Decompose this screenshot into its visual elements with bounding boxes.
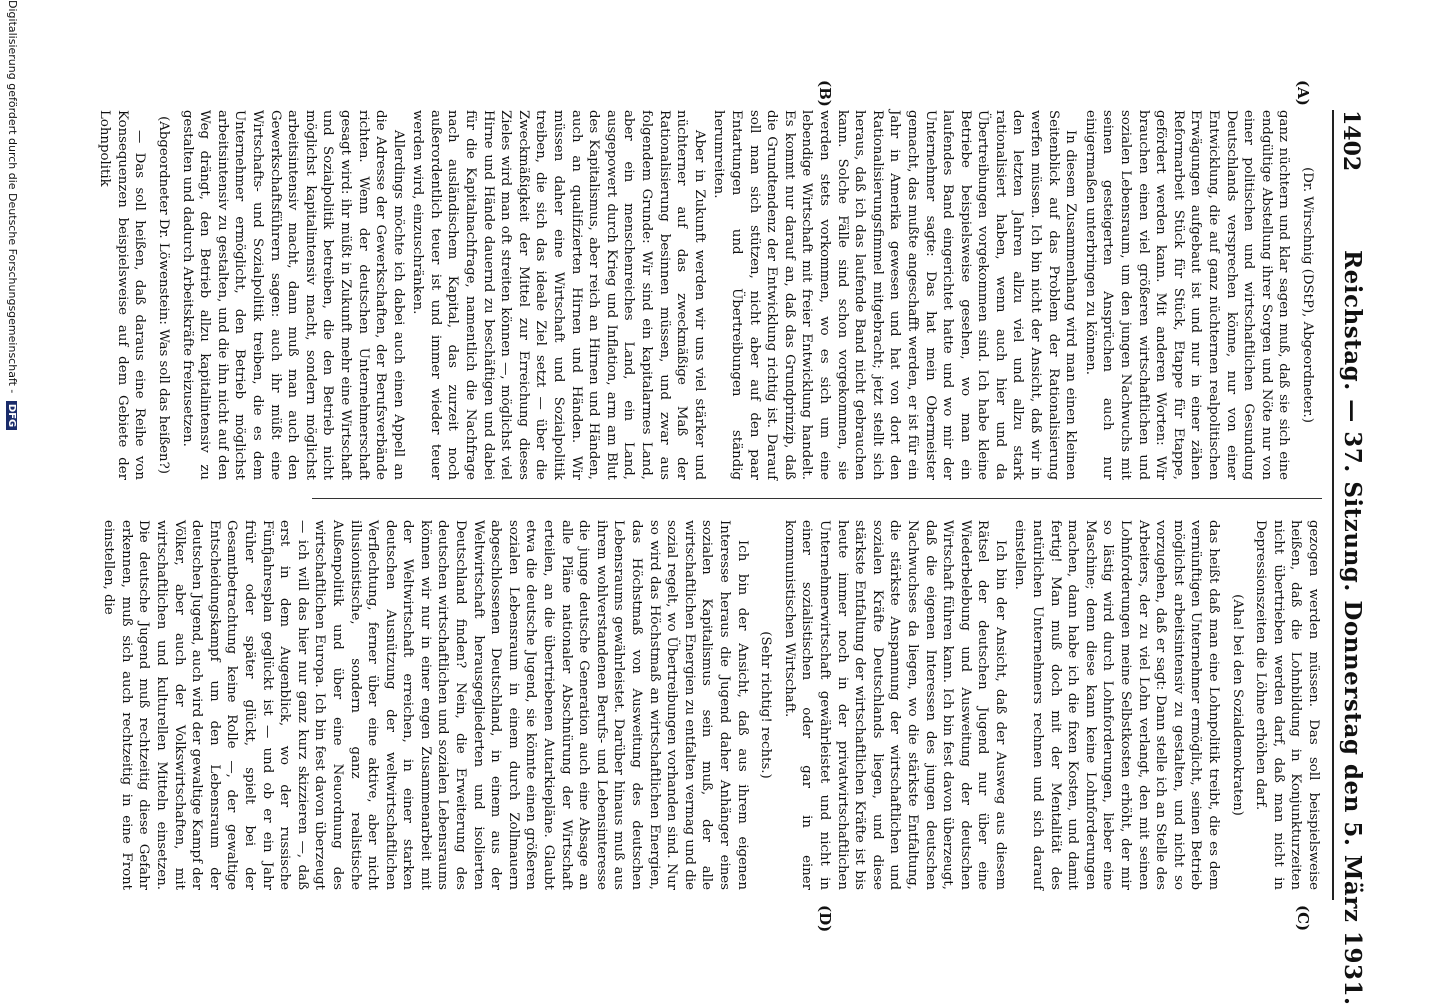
paragraph: ganz nüchtern und klar sagen muß, daß sie sich eine endgültige Abstellung ihrer Sorgen und Nöte nur von einer politischen und wirtschaftlichen Gesundung Deutschlands versprechen könne, nur von einer Entwicklung, die auf ganz nüchternen realpolitischen Erwägungen aufgebaut ist und nur in einer zähen Reformarbeit Stück für Stück, Etappe für Etappe, gefördert werden kann. Mit anderen Worten: Wir brauchen einen viel größeren wirtschaftlichen und sozialen Lebensraum, um den jungen Nachwuchs mit seinen gesteigerten Ansprüchen auch nur einigermaßen unterbringen zu können. [1082, 110, 1292, 480]
margin-mark-b: (B) [816, 80, 834, 107]
paragraph: Allerdings möchte ich dabei auch einen Appell an die Adresse der Gewerkschaften, der Berufsverbände richten. Wenn der deutschen Unternehmerschaft gesagt wird: ihr müßt in Zukunft mehr eine Wirtschaft und Sozialpolitik betreiben, die den Betrieb nicht möglichst kapitalintensiv macht, sondern möglichst arbeitsintensiv macht, dann muß man auch den Gewerkschaftsführern sagen: auch ihr müßt eine Wirtschafts- und Sozialpolitik treiben, die es dem Unternehmer ermöglicht, den Betrieb möglichst arbeitsintensiv zu gestalten, und die ihn nicht auf den Weg drängt, den Betrieb allzu kapitalintensiv zu gestalten und dadurch Arbeitskräfte freizusetzen. [179, 110, 406, 480]
paragraph: In diesem Zusammenhang wird man einen kleinen Seitenblick auf das Problem der Rationalisierung werfen müssen. Ich bin nicht der Ansicht, daß wir in den letzten Jahren allzu viel und allzu stark rationalisiert haben, wenn auch hier und da Übertreibungen vorgekommen sind. Ich habe kleine Betriebe beispielsweise gesehen, wo man ein laufendes Band eingerichtet hatte und wo mir der Unternehmer sagte: Das hat mein Obermeister gemacht, das mußte angeschafft werden, er ist für ein Jahr in Amerika gewesen und hat von dort den Rationalisierungsfimmel mitgebracht; jetzt stellt sich heraus, daß ich das laufende Band nicht gebrauchen kann. Solche Fälle sind schon vorgekommen, sie werden stets vorkommen, wo es sich um eine lebendige Wirtschaft mit freier Entwicklung handelt. Es kommt nur darauf an, daß das Grundprinzip, daß die Grundtendenz der Entwicklung richtig ist. Darauf soll man sich stützen, nicht aber auf den paar Entartungen und Übertreibungen ständig herumreiten. [711, 110, 1079, 480]
column-divider [312, 498, 1322, 499]
left-column [97, 110, 1322, 480]
page-number: 1402 [1338, 110, 1364, 172]
speaker-line: (Dr. Wirschnig (DStP), Abgeordneter.) [1300, 167, 1315, 423]
page-header [1332, 0, 1372, 1005]
footer-text: Digitalisierung gefördert durch die Deutsche Forschungsgemeinschaft - [6, 0, 19, 394]
header-rule [1332, 110, 1334, 900]
paragraph: gezogen werden müssen. Das soll beispielsweise heißen, daß die Lohnbildung in Konjunkturzeiten nicht übertrieben werden darf, daß man nicht in Depressionszeiten die Löhne erhöhen darf. [1253, 520, 1321, 890]
running-title: Reichstag. — 37. Sitzung. Donnerstag den 5. März 1931. [1339, 250, 1366, 1005]
margin-mark-a: (A) [1294, 80, 1312, 106]
dfg-logo: DFG [6, 401, 17, 430]
margin-mark-c: (C) [1294, 905, 1312, 932]
interjection: (Abgeordneter Dr. Löwenstein: Was soll das heißen?) [156, 116, 171, 474]
paragraph: Ich bin der Ansicht, daß aus ihrem eigenen Interesse heraus die Jugend daher Anhänger eines sozialen Kapitalismus sein muß, der alle wirtschaftlichen Energien zu entfalten vermag und die sozial regelt, wo Übertreibungen vorhanden sind. Nur so wird das Höchstmaß an wirtschaftlichen Energien, das Höchstmaß von Ausweitung des deutschen Lebensraums gewährleistet. Darüber hinaus muß aus ihrem wohlverstandenen Berufs- und Lebensinteresse die junge deutsche Generation auch eine Absage an alle Pläne nationaler Abschnürung der Wirtschaft erteilen, an die übertriebenen Autarkiepläne. Glaubt etwa die deutsche Jugend, sie könnte einen größeren sozialen Lebensraum in einem durch Zollmauern abgeschlossenen Deutschland, in einem aus der Weltwirtschaft herausgegliederten und isolierten Deutschland finden? Nein, die Erweiterung des deutschen wirtschaftlichen und sozialen Lebensraums können wir nur in einer engen Zusammenarbeit mit der Weltwirtschaft erreichen, in einer starken deutschen Ausnützung der weltwirtschaftlichen Verflechtung, ferner über eine aktive, aber nicht illusionistische, sondern ganz realistische Außenpolitik und über eine Neuordnung des wirtschaftlichen Europa. Ich bin fest davon überzeugt — ich will das hier nur ganz kurz skizzieren —, daß erst in dem Augenblick, wo der russische Fünfjahresplan geglückt ist — und ob er ein Jahr früher oder später glückt, spielt bei der Gesamtbetrachtung keine Rolle —, der gewaltige Entscheidungskampf um den Lebensraum der deutschen Jugend, auch wird der gewaltige Kampf der Völker, aber auch der Volkswirtschaften, mit wirtschaftlichen und kulturellen Mitteln einsetzen. Die deutsche Jugend muß rechtzeitig diese Gefahr erkennen, muß sich auch rechtzeitig in eine Front einstellen, die [101, 520, 750, 890]
interjection: (Sehr richtig! rechts.) [758, 631, 774, 779]
right-column [101, 520, 1322, 890]
interjection: (Aha! bei den Sozialdemokraten) [1229, 594, 1245, 816]
paragraph: — Das soll heißen, daß daraus eine Reihe von Konsequenzen beispielsweise auf dem Gebiete der Lohnpolitik [97, 110, 148, 480]
digitization-footer [6, 0, 19, 980]
margin-mark-d: (D) [816, 905, 834, 933]
paragraph: das heißt daß man eine Lohnpolitik treibt, die es dem vernünftigen Unternehmer ermöglicht, seinen Betrieb möglichst arbeitsintensiv zu gestalten, und nicht so vorzugehen, daß er sagt: Dann stelle ich an Stelle des Arbeiters, der zu viel Lohn verlangt, den mit seinen Lohnforderungen meine Selbstkosten erhöht, der mir so lästig wird durch Lohnforderungen, lieber eine Maschine; denn diese kann keine Lohnforderungen machen, dann habe ich die fixen Kosten, und damit fertig! Man muß doch mit der Mentalität des natürlichen Unternehmers rechnen und sich darauf einstellen. [1012, 520, 1222, 890]
paragraph: Ich bin der Ansicht, daß der Ausweg aus diesem Rätsel der deutschen Jugend nur über eine Wiederbelebung und Ausweitung der deutschen Wirtschaft führen kann. Ich bin fest davon überzeugt, daß die eigenen Interessen des jungen deutschen Nachwuchses da liegen, wo die stärkste Entfaltung, die stärkste Anspannung der wirtschaftlichen und sozialen Kräfte Deutschlands liegen, und diese stärkste Entfaltung der wirtschaftlichen Kräfte ist bis heute immer noch in der privatwirtschaftlichen Unternehmerwirtschaft gewährleistet und nicht in einer sozialistischen oder gar in einer kommunistischen Wirtschaft. [781, 520, 1008, 890]
paragraph: Aber in Zukunft werden wir uns viel stärker und nüchterner auf das zweckmäßige Maß der Rationalisierung besinnen müssen, und zwar aus folgendem Grunde: Wir sind ein kapitalarmes Land, aber ein menschenreiches Land, ein Land, ausgepowert durch Krieg und Inflation, arm am Blut des Kapitalismus, aber reich an Hirnen und Händen, auch an qualifizierten Hirnen und Händen. Wir müssen daher eine Wirtschaft und Sozialpolitik treiben, die sich das ideale Ziel setzt — über die Zweckmäßigkeit der Mittel zur Erreichung dieses Zieles wird man oft streiten können —, möglichst viel Hirne und Hände dauernd zu beschäftigen und dabei für die Kapitalnachfrage, namentlich die Nachfrage nach ausländischem Kapital, das zurzeit noch außerordentlich teuer ist und immer wieder teuer werden wird, einzuschränken. [410, 110, 707, 480]
